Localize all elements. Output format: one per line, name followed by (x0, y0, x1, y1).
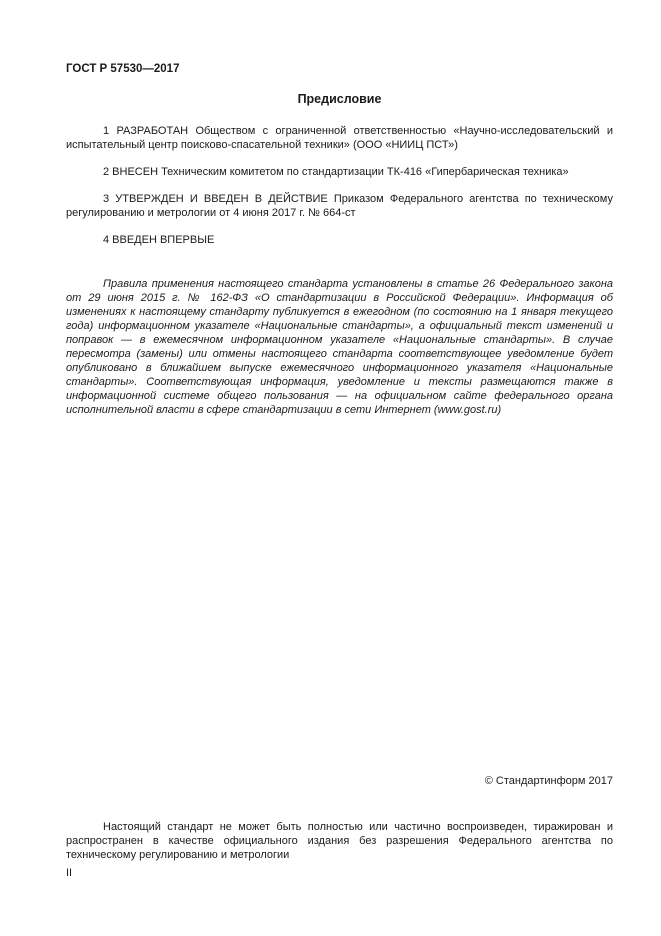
foreword-item-2: 2 ВНЕСЕН Техническим комитетом по стандартизации ТК-416 «Гипербарическая техника» (103, 166, 569, 178)
doc-number: ГОСТ Р 57530—2017 (66, 63, 180, 75)
foreword-item-4: 4 ВВЕДЕН ВПЕРВЫЕ (103, 234, 215, 246)
restriction-note: Настоящий стандарт не может быть полностью или частично воспроизведен, тиражирован и распространен в качестве официального издания без разрешения Федерального агентства по техническому регулированию и метрологии (66, 821, 613, 861)
foreword-item-3: 3 УТВЕРЖДЕН И ВВЕДЕН В ДЕЙСТВИЕ Приказом Федерального агентства по техническому регулированию и метрологии от 4 июня 2017 г. № 664-ст (66, 193, 613, 219)
foreword-item-1: 1 РАЗРАБОТАН Обществом с ограниченной ответственностью «Научно-исследовательский и испытательный центр поисково-спасательной техники» (ООО «НИИЦ ПСТ») (66, 125, 613, 151)
page-number: II (66, 867, 73, 879)
legal-note: Правила применения настоящего стандарта установлены в статье 26 Федерального закона от 29 июня 2015 г. № 162-ФЗ «О стандартизации в Российской Федерации». Информация об изменениях к настоящему стандарту публикуется в ежегодном (по состоянию на 1 января текущего года) информационном указателе «Национальные стандарты», а официальный текст изменений и поправок — в ежемесячном информационном указателе «Национальные стандарты». В случае пересмотра (замены) или отмены настоящего стандарта соответствующее уведомление будет опубликовано в ближайшем выпуске ежемесячного информационного указателя «Национальные стандарты». Соответствующая информация, уведомление и тексты размещаются также в информационной системе общего пользования — на официальном сайте федерального органа исполнительной власти в сфере стандартизации в сети Интернет (www.gost.ru) (66, 278, 613, 416)
copyright-line: © Стандартинформ 2017 (484, 775, 613, 787)
page-title: Предисловие (297, 92, 382, 106)
